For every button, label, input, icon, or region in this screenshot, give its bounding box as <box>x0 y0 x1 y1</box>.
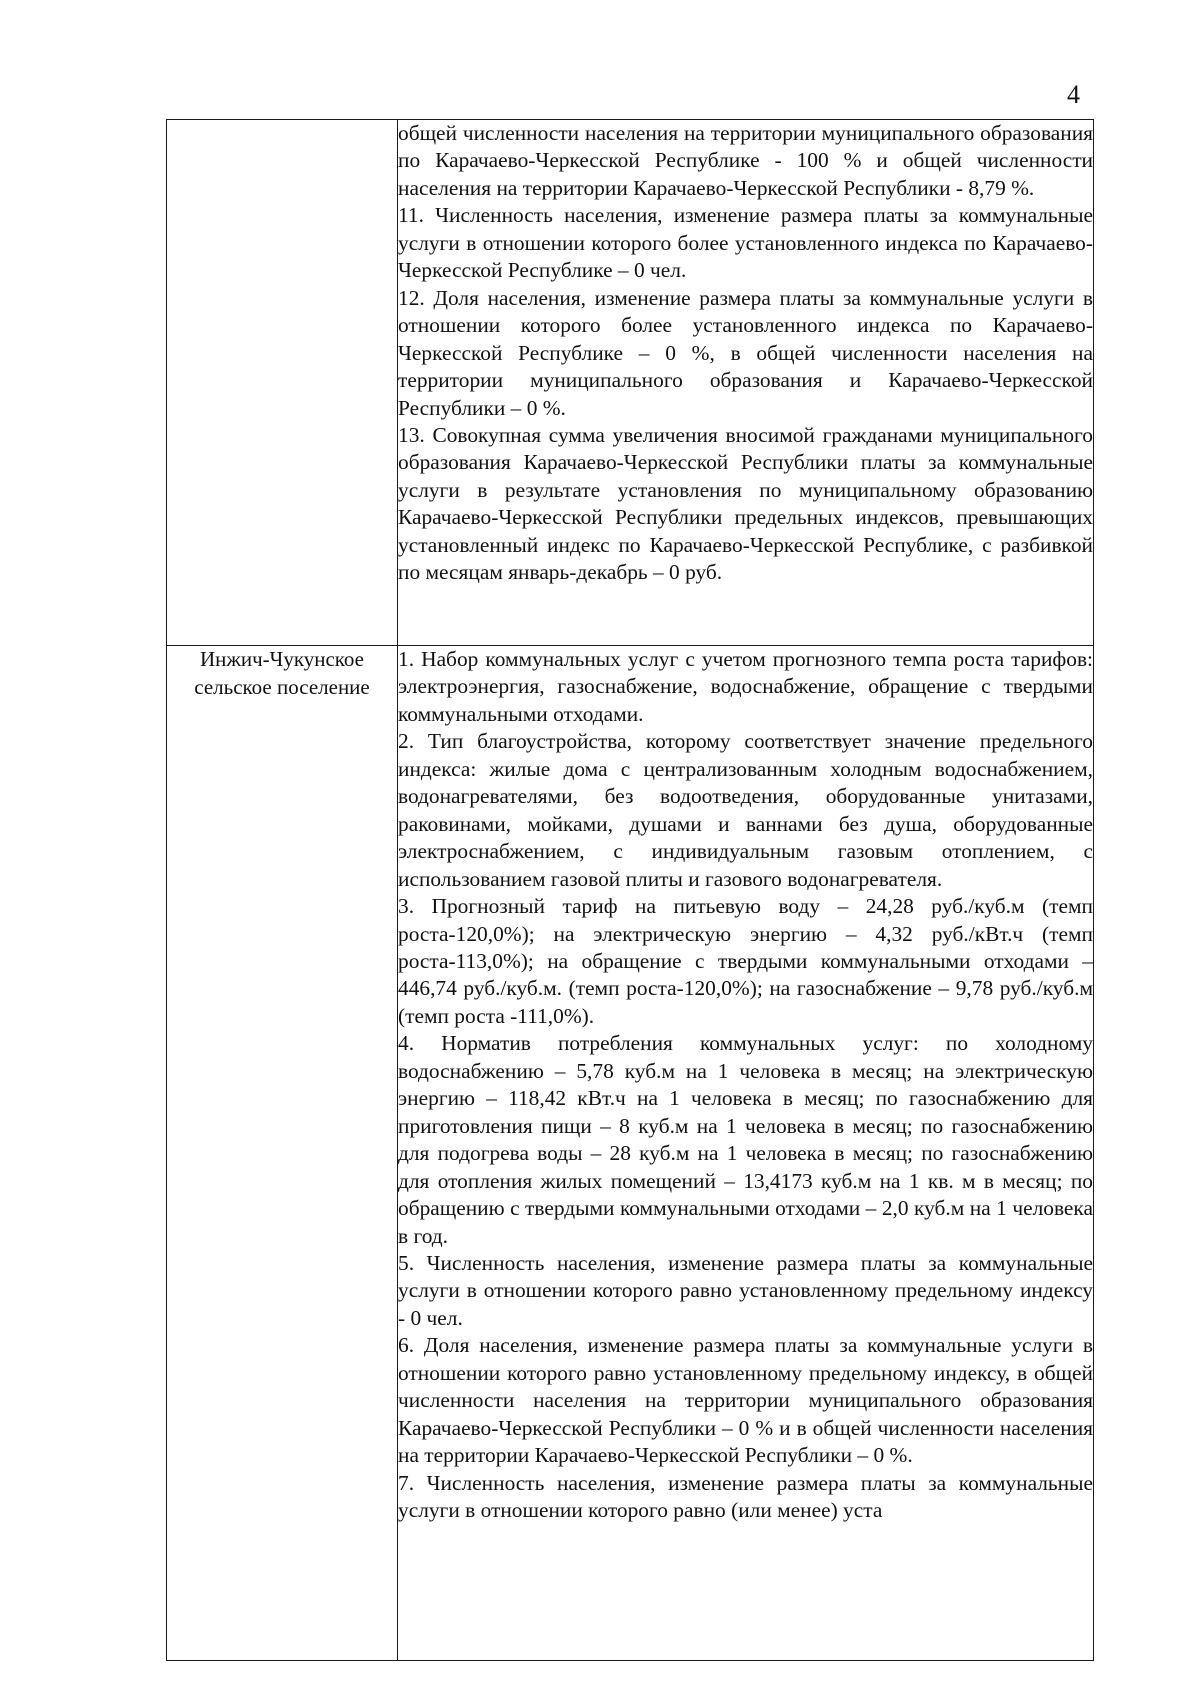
description-cell <box>398 646 1094 1661</box>
paragraph: 13. Совокупная сумма увеличения вносимой гражданами муниципального образования Карачаево-Черкесской Республики платы за коммунальные услуги в результате установления по муниципальному образованию Карачаево-Черкесской Республики предельных индексов, превышающих установленный индекс по Карачаево-Черкесской Республике, с разбивкой по месяцам январь-декабрь – 0 руб. <box>398 422 1093 585</box>
paragraph: 7. Численность населения, изменение размера платы за коммунальные услуги в отношении которого равно (или менее) уста <box>398 1470 1093 1523</box>
paragraph: 3. Прогнозный тариф на питьевую воду – 24,28 руб./куб.м (темп роста-120,0%); на электрическую энергию – 4,32 руб./кВт.ч (темп роста-113,0%); на обращение с твердыми коммунальными отходами – 446,74 руб./куб.м. (темп роста-120,0%); на газоснабжение – 9,78 руб./куб.м (темп роста -111,0%). <box>398 894 1093 1028</box>
paragraph: 1. Набор коммунальных услуг с учетом прогнозного темпа роста тарифов: электроэнергия, газоснабжение, водоснабжение, обращение с твердыми коммунальными отходами. <box>398 647 1093 726</box>
paragraph: 6. Доля населения, изменение размера платы за коммунальные услуги в отношении которого равно установленному предельному индексу, в общей численности населения на территории муниципального образования Карачаево-Черкесской Республики – 0 % и в общей численности населения на территории Карачаево-Черкесской Республики – 0 %. <box>398 1333 1093 1468</box>
paragraph: 11. Численность населения, изменение размера платы за коммунальные услуги в отношении которого более установленного индекса по Карачаево-Черкесской Республике – 0 чел. <box>398 203 1093 283</box>
paragraph: 5. Численность населения, изменение размера платы за коммунальные услуги в отношении которого равно установленному предельному индексу - 0 чел. <box>398 1250 1093 1330</box>
settlement-name-cell <box>167 120 398 646</box>
paragraph: 12. Доля населения, изменение размера платы за коммунальные услуги в отношении которого более установленного индекса по Карачаево-Черкесской Республике – 0 %, в общей численности населения на территории муниципального образования и Карачаево-Черкесской Республики – 0 %. <box>398 285 1093 420</box>
paragraph: 4. Норматив потребления коммунальных услуг: по холодному водоснабжению – 5,78 куб.м на 1 человека в месяц; на электрическую энергию – 118,42 кВт.ч на 1 человека в месяц; по газоснабжению для приготовления пищи – 8 куб.м на 1 человека в месяц; по газоснабжению для подогрева воды – 28 куб.м на 1 человека в месяц; по газоснабжению для отопления жилых помещений – 13,4173 куб.м на 1 кв. м в месяц; по обращению с твердыми коммунальными отходами – 2,0 куб.м на 1 человека в год. <box>398 1031 1093 1248</box>
page-number: 4 <box>1067 80 1080 109</box>
table-row <box>167 646 1094 1661</box>
settlement-name-cell: Инжич-Чукунское сельское поселение <box>167 646 398 1661</box>
description-cell <box>398 120 1094 646</box>
paragraph: общей численности населения на территории муниципального образования по Карачаево-Черкесской Республике - 100 % и общей численности населения на территории Карачаево-Черкесской Республики - 8,79 %. <box>398 121 1093 200</box>
table-row <box>167 120 1094 646</box>
indices-table <box>166 119 1094 1661</box>
paragraph: 2. Тип благоустройства, которому соответствует значение предельного индекса: жилые дома с централизованным холодным водоснабжением, водонагревателями, без водоотведения, оборудованные унитазами, раковинами, мойками, душами и ваннами без душа, оборудованные электроснабжением, с индивидуальным газовым отоплением, с использованием газовой плиты и газового водонагревателя. <box>398 729 1093 891</box>
